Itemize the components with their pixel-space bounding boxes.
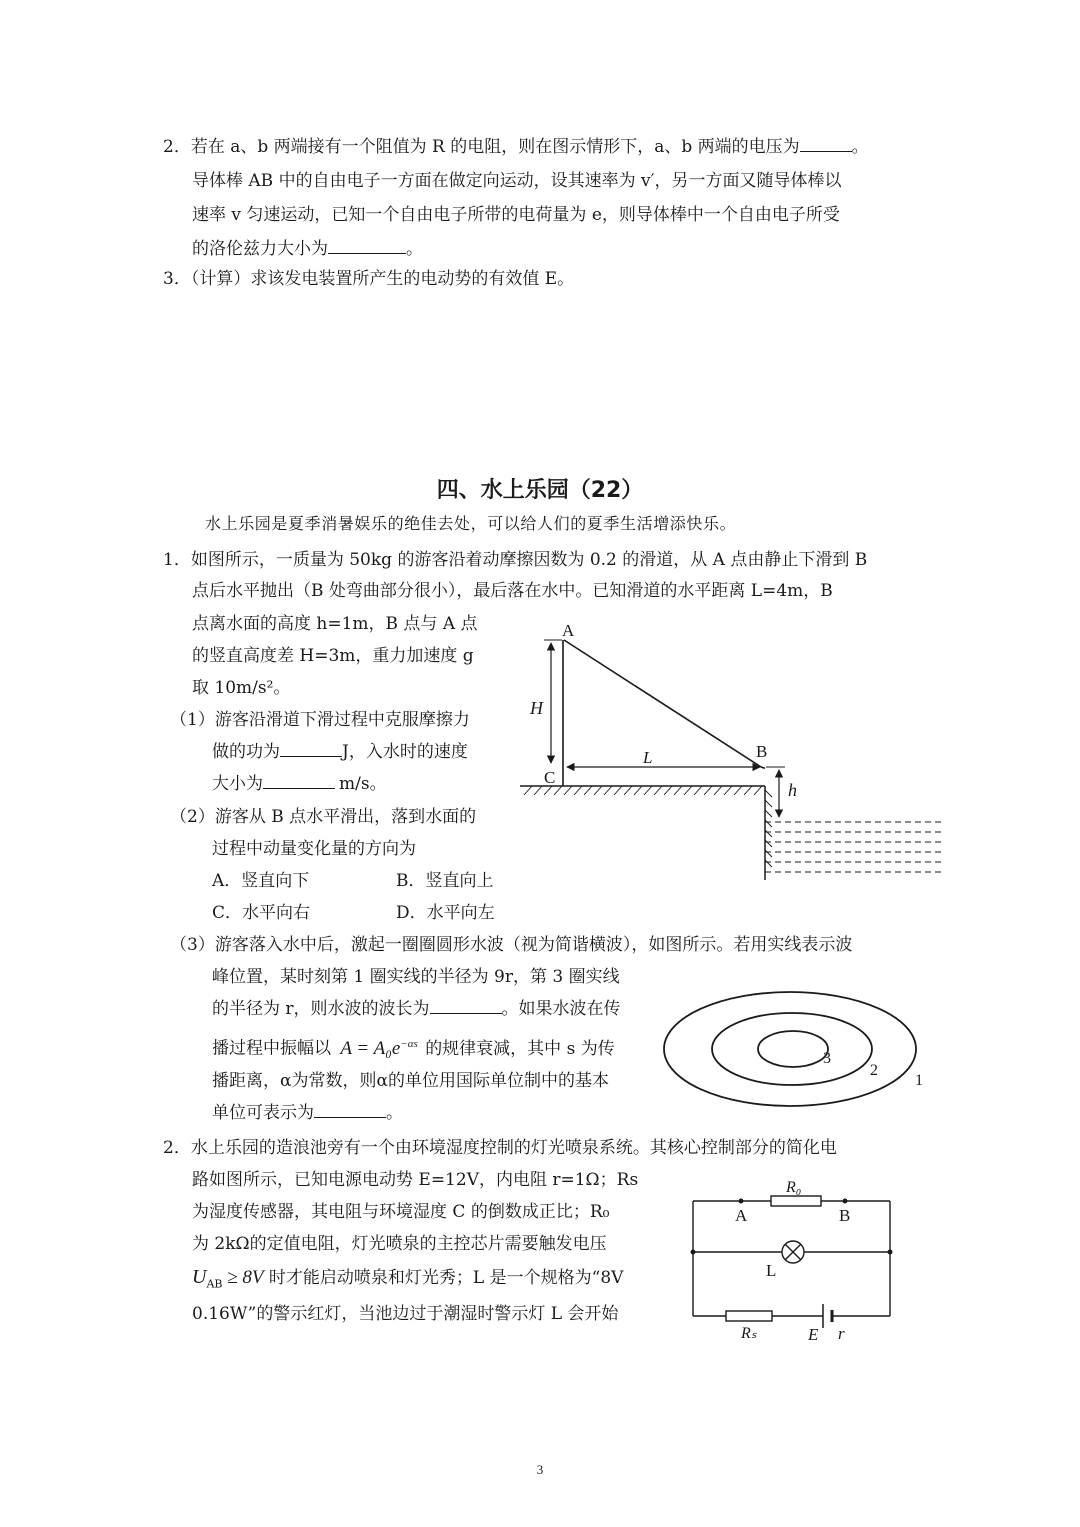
node-right: [888, 1250, 893, 1255]
point-C-label: C: [544, 768, 556, 787]
p1-sub1-unit: J，入水时的速度: [342, 742, 468, 762]
q2-line-2: 导体棒 AB 中的自由电子一方面在做定向运动，设其速率为 v′，另一方面又随导体棒以: [192, 171, 842, 191]
lamp-label: L: [766, 1261, 777, 1280]
option-c[interactable]: C．水平向右: [212, 903, 311, 923]
p1-sub2-line-2: 过程中动量变化量的方向为: [212, 839, 416, 859]
E-label: E: [808, 1325, 819, 1344]
option-a[interactable]: A．竖直向下: [212, 871, 310, 891]
q2-text-1: 2．若在 a、b 两端接有一个阻值为 R 的电阻，则在图示情形下，a、b 两端的电压为: [163, 137, 800, 157]
uab-subscript: AB: [206, 1277, 223, 1291]
p1-sub3-text-4: 播过程中振幅以: [212, 1038, 331, 1059]
q2-text-4: 的洛伦兹力大小为: [192, 239, 328, 259]
point-B-label: B: [756, 742, 768, 761]
L-label: L: [643, 748, 653, 767]
node-A: [739, 1199, 744, 1204]
h-label: h: [788, 780, 797, 800]
p2-line-6: 0.16W”的警示红灯，当池边过于潮湿时警示灯 L 会开始: [192, 1304, 619, 1324]
p2-line-3: 为湿度传感器，其电阻与环境湿度 C 的倒数成正比；R₀: [192, 1202, 610, 1222]
R0-label: R₀: [786, 1179, 802, 1196]
p1-sub3-line-5: 播距离，α为常数，则α的单位用国际单位制中的基本: [212, 1071, 609, 1091]
p1-sub1-text: 做的功为: [212, 742, 280, 762]
q2-text-4-end: 。: [406, 239, 423, 259]
Rs-label: Rₛ: [741, 1325, 757, 1342]
section-intro: 水上乐园是夏季消暑娱乐的绝佳去处，可以给人们的夏季生活增添快乐。: [205, 514, 737, 533]
p1-sub3-text-4b: 的规律衰减，其中 s 为传: [425, 1038, 615, 1059]
p1-sub1-unit-2: m/s。: [339, 774, 387, 794]
p1-sub3-text-6: 单位可表示为: [212, 1103, 314, 1123]
ring-label-2: 2: [870, 1062, 878, 1079]
p1-line-1: 1．如图所示，一质量为 50kg 的游客沿着动摩擦因数为 0.2 的滑道，从 A 点由静止下滑到 B: [163, 550, 868, 570]
p2-line-1: 2．水上乐园的造浪池旁有一个由环境湿度控制的灯光喷泉系统。其核心控制部分的简化电: [163, 1138, 837, 1158]
p1-sub1-text-2: 大小为: [212, 774, 263, 794]
H-label: H: [530, 698, 543, 718]
p1-sub3-text-end: 。如果水波在传: [501, 999, 621, 1019]
q2-line-3: 速率 v 匀速运动，已知一个自由电子所带的电荷量为 e，则导体棒中一个自由电子所受: [192, 205, 840, 225]
p1-sub2-line-1: （2）游客从 B 点水平滑出，落到水面的: [170, 807, 477, 827]
option-d[interactable]: D．水平向左: [396, 903, 495, 923]
ring-label-1: 1: [915, 1072, 923, 1089]
p1-line-3: 点离水面的高度 h=1m，B 点与 A 点: [192, 614, 478, 634]
p2-line-2: 路如图所示，已知电源电动势 E=12V，内电阻 r=1Ω；Rs: [192, 1170, 639, 1190]
q2-text-1-end: 。: [851, 137, 869, 157]
p1-sub3-text-6-end: 。: [386, 1103, 403, 1123]
p1-line-2: 点后水平抛出（B 处弯曲部分很小），最后落在水中。已知滑道的水平距离 L=4m，B: [192, 581, 833, 601]
p1-sub3-line-2: 峰位置，某时刻第 1 圈实线的半径为 9r，第 3 圈实线: [212, 967, 620, 987]
p1-line-5: 取 10m/s²。: [192, 678, 291, 698]
p1-line-4: 的竖直高度差 H=3m，重力加速度 g: [192, 646, 474, 666]
point-A-label: A: [562, 621, 575, 640]
option-b[interactable]: B．竖直向上: [396, 871, 494, 891]
page-number: 3: [536, 1462, 544, 1477]
p1-sub3-line-1: （3）游客落入水中后，激起一圈圈圆形水波（视为简谐横波），如图所示。若用实线表示波: [170, 935, 853, 955]
decay-formula: A = A₀e: [340, 1037, 401, 1059]
decay-exponent: −αs: [400, 1038, 418, 1050]
node-B: [843, 1199, 848, 1204]
p2-text-5: 时才能启动喷泉和灯光秀；L 是一个规格为“8V: [263, 1268, 624, 1288]
p1-sub3-text: 的半径为 r，则水波的波长为: [212, 999, 430, 1019]
resistor-R0: [771, 1196, 821, 1206]
section-title: 四、水上乐园（22）: [436, 478, 644, 503]
A-label: A: [735, 1206, 748, 1225]
p1-sub1-line-1: （1）游客沿滑道下滑过程中克服摩擦力: [170, 710, 470, 730]
resistor-Rs: [726, 1311, 772, 1321]
uab-symbol: U: [192, 1266, 207, 1288]
B-label: B: [839, 1206, 851, 1225]
r-label: r: [838, 1324, 845, 1343]
uab-inequality: ≥ 8V: [222, 1267, 264, 1288]
q3-line: 3．（计算）求该发电装置所产生的电动势的有效值 E。: [163, 269, 575, 289]
node-left: [691, 1250, 696, 1255]
p2-line-4: 为 2kΩ的定值电阻，灯光喷泉的主控芯片需要触发电压: [192, 1234, 607, 1254]
ring-label-3: 3: [823, 1050, 831, 1067]
